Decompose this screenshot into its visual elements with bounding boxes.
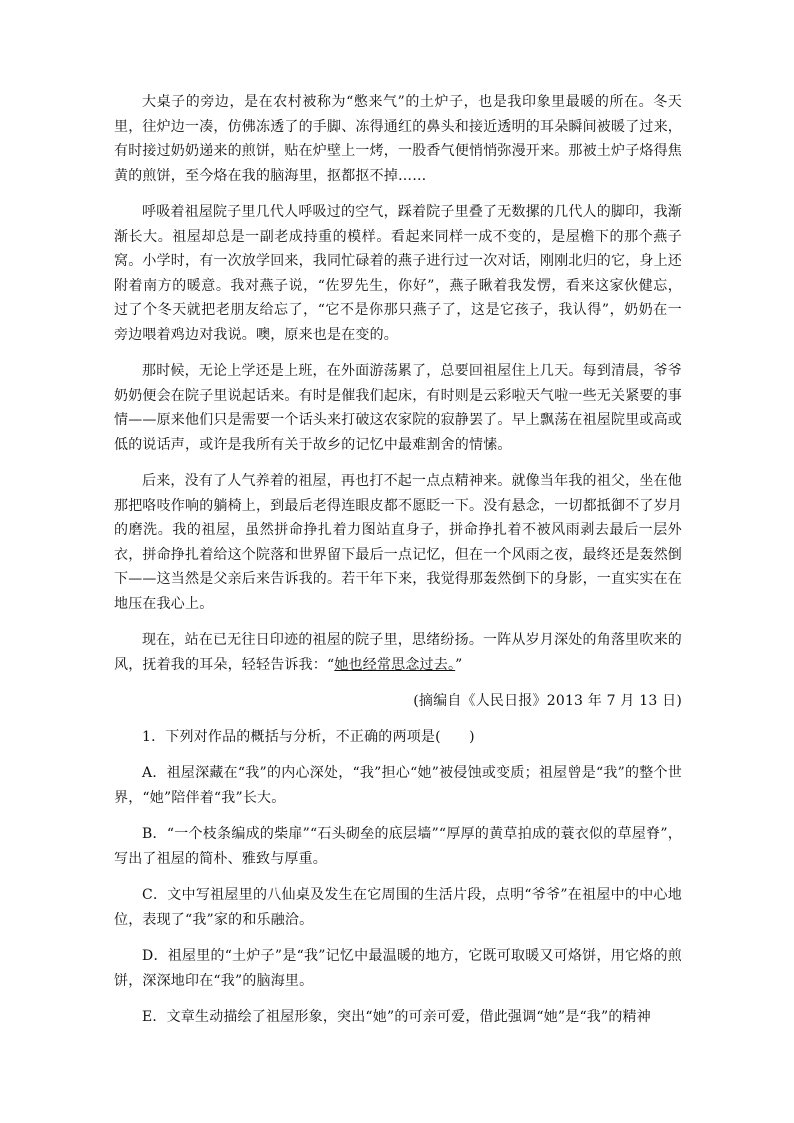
article-paragraph-5 — [114, 628, 682, 677]
question-1-option-b: B．“一个枝条编成的柴扉”“石头砌垒的底层墙”“厚厚的黄草拍成的蓑衣似的草屋脊”，写出了祖屋的简朴、雅致与厚重。 — [114, 826, 682, 867]
article-source: (摘编自《人民日报》2013 年 7 月 13 日) — [413, 693, 682, 709]
question-1-stem: 1．下列对作品的概括与分析，不正确的两项是( ) — [142, 728, 475, 745]
paragraph-5-text: 现在，站在已无往日印迹的祖屋的院子里，思绪纷扬。一阵从岁月深处的角落里吹来的风，抚着我的耳朵，轻轻告诉我：“ — [114, 632, 682, 673]
closing-quote: ” — [455, 656, 463, 673]
article-paragraph-3: 那时候，无论上学还是上班，在外面游荡累了，总要回祖屋住上几天。每到清晨，爷爷奶奶便会在院子里说起话来。有时是催我们起床，有时则是云彩啦天气啦一些无关紧要的事情——原来他们只是需要一个话头来打破这农家院的寂静罢了。早上飘荡在祖屋院里或高或低的说话声，或许是我所有关于故乡的记忆中最难割舍的情愫。 — [114, 363, 682, 453]
question-1-option-d: D．祖屋里的“土炉子”是“我”记忆中最温暖的地方，它既可取暖又可烙饼，用它烙的煎饼，深深地印在“我”的脑海里。 — [114, 948, 682, 989]
question-1-option-a: A．祖屋深藏在“我”的内心深处，“我”担心“她”被侵蚀或变质；祖屋曾是“我”的整个世界，“她”陪伴着“我”长大。 — [114, 765, 682, 806]
underlined-sentence: 她也经常思念过去。 — [334, 656, 456, 673]
question-1-option-e: E．文章生动描绘了祖屋形象，突出“她”的可亲可爱，借此强调“她”是“我”的精神 — [142, 1009, 651, 1025]
question-1-option-c: C．文中写祖屋里的八仙桌及发生在它周围的生活片段，点明“爷爷”在祖屋中的中心地位，表现了“我”家的和乐融洽。 — [114, 887, 682, 928]
document-page — [114, 90, 682, 1042]
article-paragraph-2: 呼吸着祖屋院子里几代人呼吸过的空气，踩着院子里叠了无数摞的几代人的脚印，我渐渐长大。祖屋却总是一副老成持重的模样。看起来同样一成不变的，是屋檐下的那个燕子窝。小学时，有一次放学回来，我同忙碌着的燕子进行过一次对话，刚刚北归的它，身上还附着南方的暖意。我对燕子说，“佐罗先生，你好”，燕子瞅着我发愣，看来这家伙健忘，过了个冬天就把老朋友给忘了，“它不是你那只燕子了，这是它孩子，我认得”，奶奶在一旁边喂着鸡边对我说。噢，原来也是在变的。 — [114, 204, 682, 343]
article-paragraph-1: 大桌子的旁边，是在农村被称为“憋来气”的土炉子，也是我印象里最暖的所在。冬天里，往炉边一凑，仿佛冻透了的手脚、冻得通红的鼻头和接近透明的耳朵瞬间被暖了过来，有时接过奶奶递来的煎饼，贴在炉壁上一烤，一股香气便悄悄弥漫开来。那被土炉子烙得焦黄的煎饼，至今烙在我的脑海里，抠都抠不掉…… — [114, 94, 682, 184]
article-paragraph-4: 后来，没有了人气养着的祖屋，再也打不起一点点精神来。就像当年我的祖父，坐在他那把咯吱作响的躺椅上，到最后老得连眼皮都不愿眨一下。没有悬念，一切都抵御不了岁月的磨洗。我的祖屋，虽然拼命挣扎着力图站直身子，拼命挣扎着不被风雨剥去最后一层外衣，拼命挣扎着给这个院落和世界留下最后一点记忆，但在一个风雨之夜，最终还是轰然倒下——这当然是父亲后来告诉我的。若干年下来，我觉得那轰然倒下的身影，一直实实在在地压在我心上。 — [114, 473, 682, 612]
